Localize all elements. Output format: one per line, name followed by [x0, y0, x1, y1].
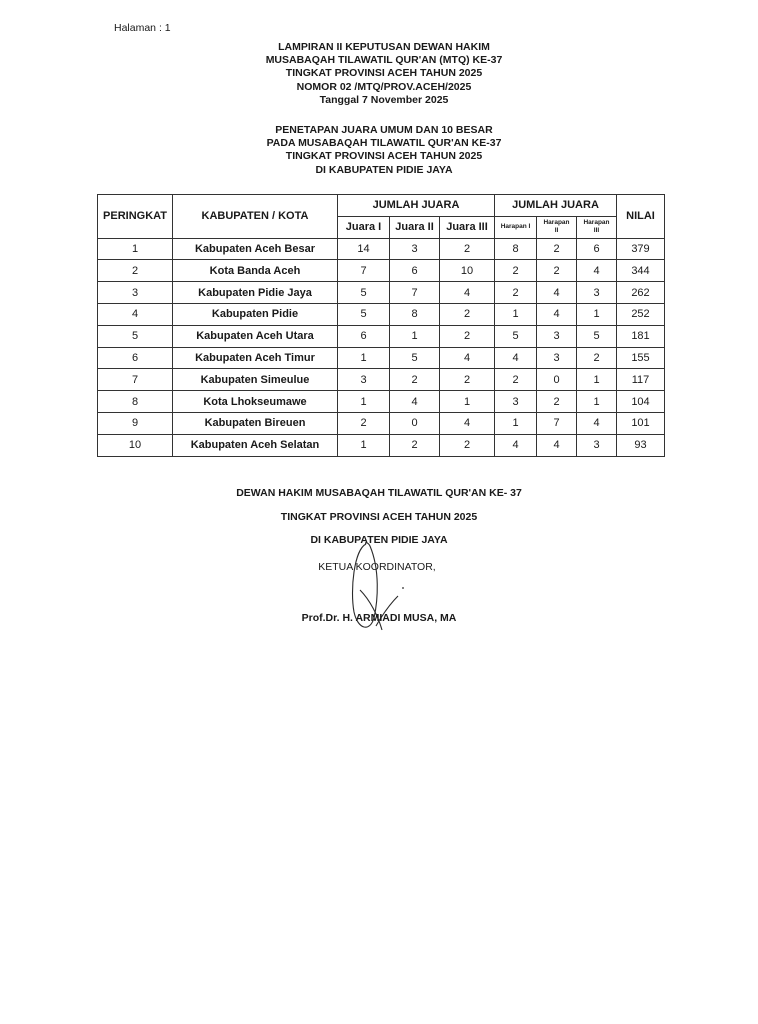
cell-region: Kota Lhokseumawe	[173, 391, 338, 413]
cell-j2: 8	[390, 303, 440, 325]
cell-h3: 4	[577, 412, 617, 434]
cell-j3: 4	[440, 412, 495, 434]
subtitle-line: PENETAPAN JUARA UMUM DAN 10 BESAR	[275, 124, 493, 136]
cell-j1: 3	[338, 369, 390, 391]
header-date: Tanggal 7 November 2025	[319, 93, 449, 106]
cell-h3: 4	[577, 260, 617, 282]
cell-j2: 3	[390, 238, 440, 260]
cell-h2: 4	[537, 282, 577, 304]
table-row	[98, 369, 665, 391]
cell-score: 379	[617, 238, 665, 260]
table-row	[98, 412, 665, 434]
subtitle-line: PADA MUSABAQAH TILAWATIL QUR'AN KE-37	[266, 137, 502, 150]
cell-h2: 4	[537, 303, 577, 325]
cell-region: Kota Banda Aceh	[173, 260, 338, 282]
cell-j1: 1	[338, 347, 390, 369]
footer-line: TINGKAT PROVINSI ACEH TAHUN 2025	[280, 511, 478, 523]
cell-region: Kabupaten Pidie Jaya	[173, 282, 338, 304]
cell-score: 117	[617, 369, 665, 391]
header-group-juara: JUMLAH JUARA	[338, 195, 495, 217]
header-juara-2: Juara II	[390, 216, 440, 238]
cell-h1: 4	[495, 434, 537, 456]
table-row	[98, 391, 665, 413]
cell-h2: 3	[537, 325, 577, 347]
cell-h1: 4	[495, 347, 537, 369]
cell-j2: 2	[390, 434, 440, 456]
cell-rank: 5	[98, 325, 173, 347]
table-row	[98, 282, 665, 304]
cell-j1: 1	[338, 434, 390, 456]
cell-j3: 1	[440, 391, 495, 413]
cell-h2: 7	[537, 412, 577, 434]
cell-j1: 14	[338, 238, 390, 260]
header-rank: PERINGKAT	[98, 195, 173, 239]
cell-score: 101	[617, 412, 665, 434]
cell-rank: 7	[98, 369, 173, 391]
cell-rank: 10	[98, 434, 173, 456]
signature-mark	[340, 540, 420, 640]
signatory-name: Prof.Dr. H. ARMIADI MUSA, MA	[301, 612, 457, 624]
footer-line: DI KABUPATEN PIDIE JAYA	[310, 534, 448, 546]
cell-h2: 4	[537, 434, 577, 456]
footer-line: DEWAN HAKIM MUSABAQAH TILAWATIL QUR'AN KE- 37	[236, 487, 522, 499]
cell-region: Kabupaten Aceh Timur	[173, 347, 338, 369]
cell-j3: 2	[440, 325, 495, 347]
cell-j1: 2	[338, 412, 390, 434]
header-harapan-2-word: Harapan	[543, 219, 570, 227]
cell-h3: 5	[577, 325, 617, 347]
header-line: MUSABAQAH TILAWATIL QUR'AN (MTQ) KE-37	[265, 54, 503, 67]
cell-h2: 2	[537, 238, 577, 260]
header-juara-3: Juara III	[440, 216, 495, 238]
header-line: LAMPIRAN II KEPUTUSAN DEWAN HAKIM	[278, 41, 490, 53]
cell-j2: 2	[390, 369, 440, 391]
document-subtitle	[0, 124, 758, 177]
cell-region: Kabupaten Aceh Besar	[173, 238, 338, 260]
cell-j1: 5	[338, 282, 390, 304]
cell-j3: 2	[440, 434, 495, 456]
cell-h2: 3	[537, 347, 577, 369]
cell-h3: 3	[577, 434, 617, 456]
cell-j2: 6	[390, 260, 440, 282]
cell-j3: 2	[440, 238, 495, 260]
header-group-harapan: JUMLAH JUARA	[495, 195, 617, 217]
cell-h3: 6	[577, 238, 617, 260]
cell-h2: 0	[537, 369, 577, 391]
header-harapan-1: Harapan I	[495, 216, 537, 238]
cell-h1: 3	[495, 391, 537, 413]
cell-score: 93	[617, 434, 665, 456]
page-number-label: Halaman : 1	[114, 22, 171, 34]
cell-rank: 1	[98, 238, 173, 260]
cell-h1: 2	[495, 282, 537, 304]
cell-h1: 5	[495, 325, 537, 347]
header-line: TINGKAT PROVINSI ACEH TAHUN 2025	[285, 67, 483, 80]
decree-header	[0, 41, 758, 107]
cell-region: Kabupaten Bireuen	[173, 412, 338, 434]
cell-j3: 2	[440, 369, 495, 391]
cell-h3: 1	[577, 391, 617, 413]
cell-rank: 3	[98, 282, 173, 304]
cell-j2: 5	[390, 347, 440, 369]
table-row	[98, 434, 665, 456]
table-row	[98, 260, 665, 282]
cell-region: Kabupaten Simeulue	[173, 369, 338, 391]
cell-h1: 2	[495, 369, 537, 391]
header-line: NOMOR 02 /MTQ/PROV.ACEH/2025	[296, 80, 472, 93]
cell-j1: 5	[338, 303, 390, 325]
cell-h3: 3	[577, 282, 617, 304]
cell-j2: 7	[390, 282, 440, 304]
cell-h3: 2	[577, 347, 617, 369]
cell-score: 262	[617, 282, 665, 304]
cell-h3: 1	[577, 303, 617, 325]
cell-j1: 1	[338, 391, 390, 413]
cell-h1: 1	[495, 412, 537, 434]
cell-region: Kabupaten Pidie	[173, 303, 338, 325]
subtitle-line: DI KABUPATEN PIDIE JAYA	[315, 163, 453, 176]
cell-rank: 8	[98, 391, 173, 413]
cell-region: Kabupaten Aceh Selatan	[173, 434, 338, 456]
header-harapan-2	[537, 216, 577, 238]
cell-j3: 4	[440, 282, 495, 304]
cell-j3: 2	[440, 303, 495, 325]
cell-j2: 0	[390, 412, 440, 434]
cell-region: Kabupaten Aceh Utara	[173, 325, 338, 347]
cell-h1: 1	[495, 303, 537, 325]
signatory-role: KETUA KOORDINATOR,	[318, 561, 436, 573]
header-harapan-3	[577, 216, 617, 238]
cell-score: 155	[617, 347, 665, 369]
header-harapan-3-numeral: III	[593, 227, 600, 235]
cell-j1: 7	[338, 260, 390, 282]
cell-rank: 4	[98, 303, 173, 325]
table-row	[98, 303, 665, 325]
subtitle-line: TINGKAT PROVINSI ACEH TAHUN 2025	[285, 150, 483, 163]
cell-score: 104	[617, 391, 665, 413]
cell-rank: 9	[98, 412, 173, 434]
cell-h1: 8	[495, 238, 537, 260]
header-harapan-2-numeral: II	[554, 227, 559, 235]
cell-score: 252	[617, 303, 665, 325]
cell-h2: 2	[537, 260, 577, 282]
cell-h3: 1	[577, 369, 617, 391]
cell-score: 344	[617, 260, 665, 282]
cell-h1: 2	[495, 260, 537, 282]
table-row	[98, 347, 665, 369]
cell-rank: 6	[98, 347, 173, 369]
cell-j1: 6	[338, 325, 390, 347]
cell-score: 181	[617, 325, 665, 347]
table-row	[98, 238, 665, 260]
results-table	[97, 194, 665, 457]
table-row	[98, 325, 665, 347]
header-score: NILAI	[617, 195, 665, 239]
cell-rank: 2	[98, 260, 173, 282]
cell-j2: 4	[390, 391, 440, 413]
header-juara-1: Juara I	[338, 216, 390, 238]
cell-j3: 4	[440, 347, 495, 369]
cell-h2: 2	[537, 391, 577, 413]
header-region: KABUPATEN / KOTA	[173, 195, 338, 239]
cell-j2: 1	[390, 325, 440, 347]
cell-j3: 10	[440, 260, 495, 282]
header-harapan-3-word: Harapan	[583, 219, 610, 227]
